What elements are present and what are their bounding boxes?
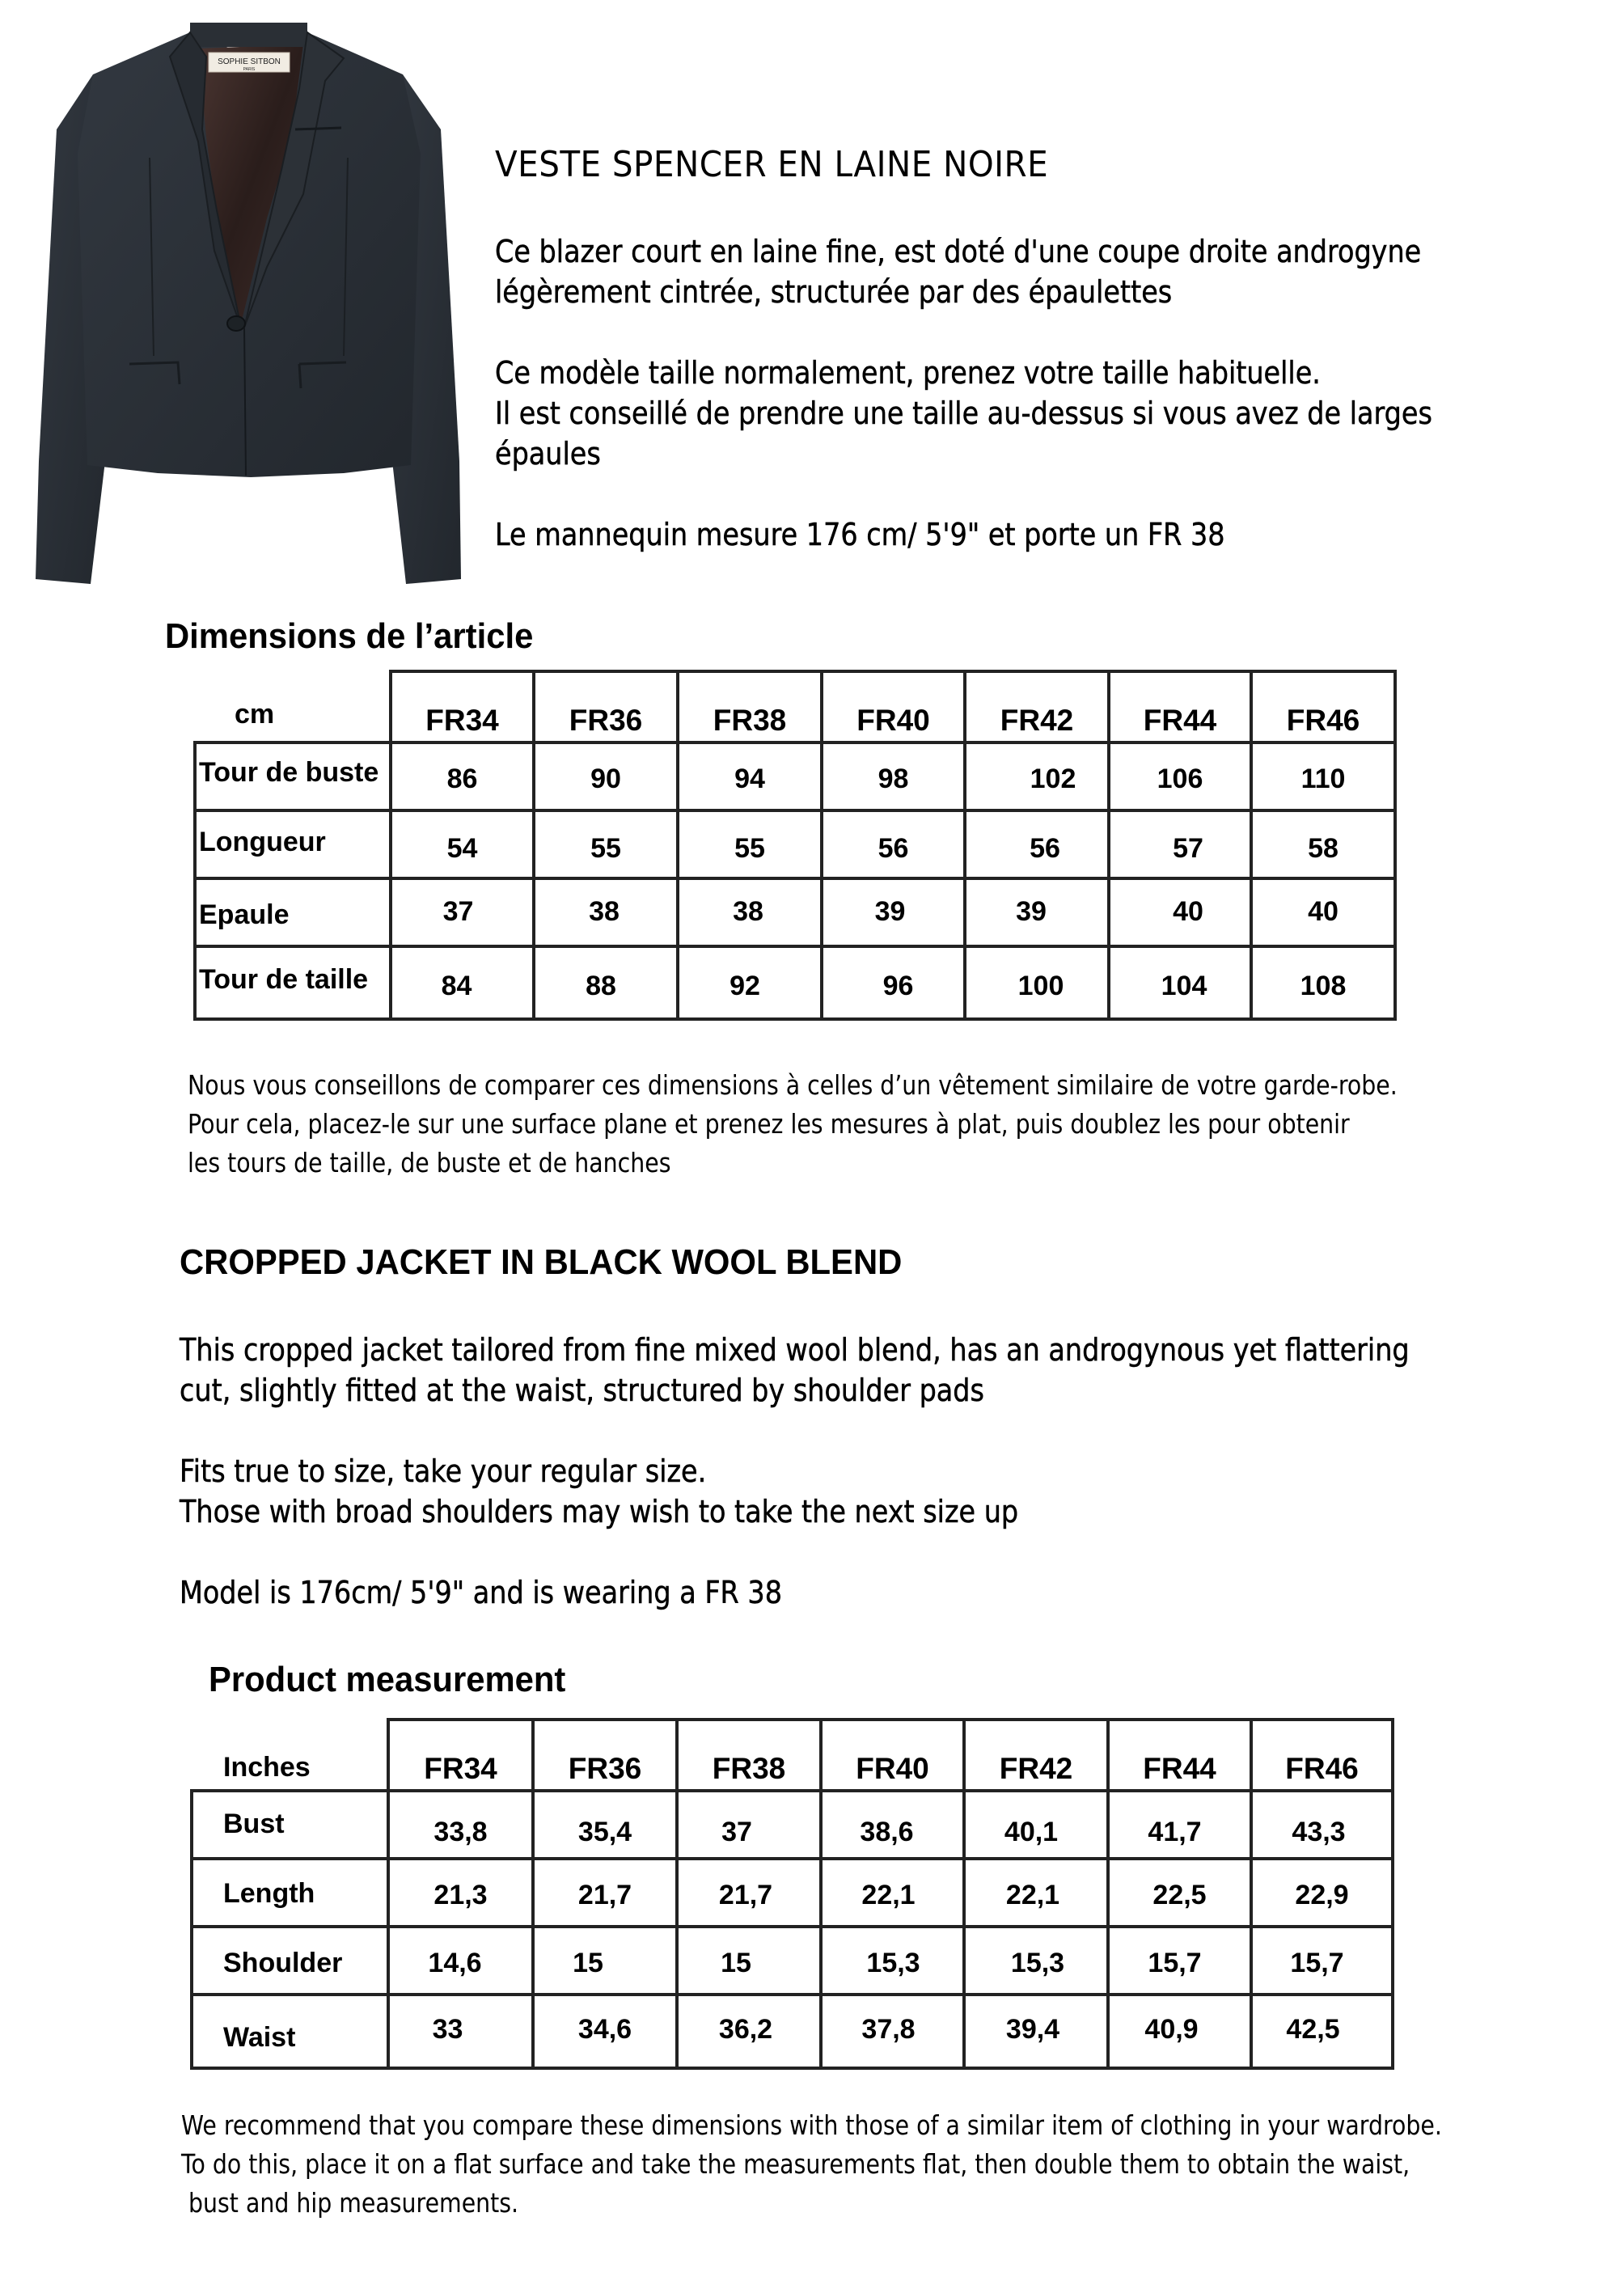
fit-line: Those with broad shoulders may wish to take the next size up xyxy=(180,1494,1019,1529)
table-cell: 15,3 xyxy=(1010,1948,1065,1978)
table-cell: 102 xyxy=(1030,764,1076,794)
note-line: To do this, place it on a flat surface and take the measurements flat, then double them to obtain the waist, xyxy=(181,2148,1410,2180)
table-cell: 38 xyxy=(589,896,620,927)
product-title-fr: VESTE SPENCER EN LAINE NOIRE xyxy=(495,144,1049,185)
table-cell: 34,6 xyxy=(577,2014,632,2045)
column-header-fr36: FR36 xyxy=(569,704,643,737)
note-line: les tours de taille, de buste et de hanches xyxy=(188,1147,671,1178)
table-cell: 96 xyxy=(882,971,914,1001)
column-header-fr38: FR38 xyxy=(713,704,787,737)
table-cell: 90 xyxy=(590,764,621,794)
table-cell: 21,7 xyxy=(577,1880,632,1910)
table-cell: 43,3 xyxy=(1292,1817,1346,1847)
note-line: Nous vous conseillons de comparer ces dimensions à celles d’un vêtement similaire de votre garde-robe. xyxy=(188,1069,1398,1101)
table-cell: 39,4 xyxy=(1005,2014,1060,2045)
table-cell: 54 xyxy=(446,833,478,864)
table-cell: 94 xyxy=(734,764,765,794)
description-line: légèrement cintrée, structurée par des épaulettes xyxy=(495,274,1173,310)
table-cell: 21,3 xyxy=(433,1880,488,1910)
description-line: Ce blazer court en laine fine, est doté d'une coupe droite androgyne xyxy=(495,234,1422,269)
column-header-fr40: FR40 xyxy=(856,1752,929,1785)
table-cell: 35,4 xyxy=(577,1817,632,1847)
column-header-fr34: FR34 xyxy=(425,704,499,737)
table-cell: 110 xyxy=(1300,764,1346,794)
table-cell: 22,9 xyxy=(1295,1880,1349,1910)
measurement-note-fr xyxy=(188,1066,1398,1182)
table-cell: 57 xyxy=(1173,833,1203,864)
table-cell: 36,2 xyxy=(718,2014,773,2045)
fit-line: Ce modèle taille normalement, prenez votre taille habituelle. xyxy=(495,355,1321,391)
table-cell: 38,6 xyxy=(860,1817,914,1847)
table-cell: 40,1 xyxy=(1004,1817,1059,1847)
table-cell: 33 xyxy=(432,2014,463,2045)
description-line: cut, slightly fitted at the waist, structured by shoulder pads xyxy=(180,1373,984,1408)
table-cell: 84 xyxy=(441,971,472,1001)
table-cell: 14,6 xyxy=(428,1948,482,1978)
table-cell: 40 xyxy=(1173,896,1203,927)
column-header-fr40: FR40 xyxy=(856,704,930,737)
table-cell: 88 xyxy=(586,971,616,1001)
row-label-waist: Waist xyxy=(223,2022,296,2053)
fit-advice-fr xyxy=(495,353,1432,474)
column-header-fr36: FR36 xyxy=(568,1752,642,1785)
note-line: bust and hip measurements. xyxy=(181,2187,519,2219)
table-cell: 42,5 xyxy=(1286,2014,1340,2045)
table-cell: 33,8 xyxy=(433,1817,488,1847)
table-cell: 22,5 xyxy=(1152,1880,1207,1910)
table-cell: 38 xyxy=(733,896,763,927)
fit-line: épaules xyxy=(495,436,601,472)
table-cell: 41,7 xyxy=(1148,1817,1202,1847)
table-cell: 37,8 xyxy=(861,2014,916,2045)
product-title-en: CROPPED JACKET IN BLACK WOOL BLEND xyxy=(180,1242,903,1282)
row-label-shoulder: Shoulder xyxy=(223,1948,343,1978)
table-cell: 15,3 xyxy=(866,1948,920,1978)
table-heading-cm: Dimensions de l’article xyxy=(165,616,534,656)
table-cell: 40,9 xyxy=(1144,2014,1199,2045)
measurement-note-en xyxy=(181,2106,1442,2223)
unit-label-cm: cm xyxy=(235,699,275,730)
table-cell: 106 xyxy=(1157,764,1203,794)
row-label-epaule: Epaule xyxy=(199,899,290,930)
jacket-illustration-icon xyxy=(24,8,477,590)
table-cell: 56 xyxy=(878,833,909,864)
model-info-fr: Le mannequin mesure 176 cm/ 5'9" et porte un FR 38 xyxy=(495,517,1225,552)
column-header-fr42: FR42 xyxy=(1000,704,1074,737)
row-label-longueur: Longueur xyxy=(199,827,326,857)
column-header-fr34: FR34 xyxy=(424,1752,497,1785)
unit-label-inches: Inches xyxy=(223,1752,311,1783)
description-line: This cropped jacket tailored from fine mixed wool blend, has an androgynous yet flattering xyxy=(180,1332,1410,1368)
column-header-fr44: FR44 xyxy=(1143,704,1217,737)
table-heading-inches: Product measurement xyxy=(209,1660,566,1699)
table-cell: 15 xyxy=(721,1948,751,1978)
row-label-length: Length xyxy=(223,1878,315,1909)
column-header-fr46: FR46 xyxy=(1285,1752,1359,1785)
fit-line: Il est conseillé de prendre une taille au-dessus si vous avez de larges xyxy=(495,396,1432,431)
table-cell: 55 xyxy=(734,833,765,864)
table-cell: 104 xyxy=(1161,971,1207,1001)
table-cell: 58 xyxy=(1308,833,1339,864)
table-cell: 15,7 xyxy=(1290,1948,1344,1978)
table-cell: 86 xyxy=(446,764,478,794)
product-image-jacket xyxy=(24,8,477,590)
table-cell: 21,7 xyxy=(718,1880,773,1910)
note-line: We recommend that you compare these dimensions with those of a similar item of clothing in your wardrobe. xyxy=(181,2109,1442,2141)
table-cell: 22,1 xyxy=(1005,1880,1060,1910)
table-cell: 108 xyxy=(1300,971,1347,1001)
table-cell: 92 xyxy=(730,971,760,1001)
table-cell: 40 xyxy=(1308,896,1339,927)
fit-line: Fits true to size, take your regular size. xyxy=(180,1453,707,1489)
table-cell: 39 xyxy=(1016,896,1047,927)
table-cell: 15,7 xyxy=(1148,1948,1202,1978)
description-en xyxy=(180,1330,1410,1411)
table-cell: 100 xyxy=(1017,971,1064,1001)
table-cell: 37 xyxy=(721,1817,752,1847)
description-fr xyxy=(495,231,1421,312)
model-info-en: Model is 176cm/ 5'9" and is wearing a FR 38 xyxy=(180,1575,782,1610)
table-cell: 15 xyxy=(573,1948,603,1978)
table-cell: 98 xyxy=(878,764,909,794)
row-label-tour-de-buste: Tour de buste xyxy=(199,757,379,788)
table-cell: 22,1 xyxy=(861,1880,916,1910)
table-cell: 39 xyxy=(874,896,906,927)
column-header-fr46: FR46 xyxy=(1286,704,1360,737)
fit-advice-en xyxy=(180,1451,1018,1532)
column-header-fr42: FR42 xyxy=(999,1752,1073,1785)
row-label-bust: Bust xyxy=(223,1809,285,1839)
note-line: Pour cela, placez-le sur une surface plane et prenez les mesures à plat, puis doublez les pour obtenir xyxy=(188,1108,1350,1140)
table-cell: 37 xyxy=(442,896,474,927)
column-header-fr38: FR38 xyxy=(712,1752,786,1785)
svg-text:PARIS: PARIS xyxy=(243,67,256,72)
row-label-tour-de-taille: Tour de taille xyxy=(199,964,369,995)
column-header-fr44: FR44 xyxy=(1143,1752,1216,1785)
svg-text:SOPHIE SITBON: SOPHIE SITBON xyxy=(218,57,281,66)
table-cell: 56 xyxy=(1030,833,1060,864)
table-cell: 55 xyxy=(590,833,621,864)
